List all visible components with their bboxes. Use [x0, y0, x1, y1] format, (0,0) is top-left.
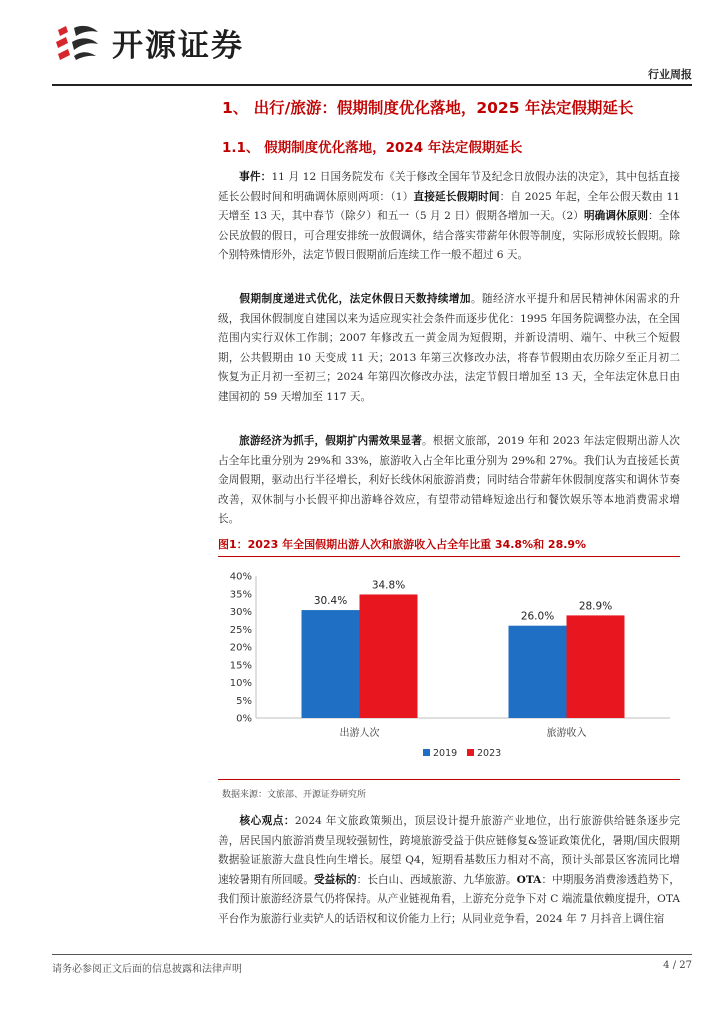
bar-2023: [567, 615, 625, 718]
y-tick-label: 10%: [229, 678, 252, 689]
bold-lead: 假期制度递进式优化，法定休假日天数持续增加: [239, 293, 471, 305]
x-tick-label: 出游人次: [339, 728, 380, 739]
subsection-heading: 1.1、 假期制度优化落地，2024 年法定假期延长: [222, 140, 523, 156]
report-type-label: 行业周报: [648, 68, 692, 81]
bar-2019: [302, 610, 360, 718]
data-label: 30.4%: [313, 595, 348, 608]
bold-lead: 事件：: [239, 171, 272, 183]
bar-chart: [218, 562, 680, 772]
bold-lead: 核心观点：: [239, 815, 295, 827]
chart-container: [218, 562, 680, 772]
paragraph-core-view: 核心观点：2024 年文旅政策频出，顶层设计提升旅游产业地位，出行旅游供给链条逐步完善，居民国内旅游消费呈现较强韧性，跨境旅游受益于供应链修复&签证政策优化，暑期/国庆假期数据验证旅游大盘良性向生增长。展望 Q4，短期看基数压力相对不高，预计头部景区客流同比增速较暑期有所回暖。受益标的：长白山、西域旅游、九华旅游。OTA：中期服务消费渗透趋势下，我们预计旅游经济景气仍将保持。从产业链视角看，上游充分竞争下对 C 端流量依赖度提升，OTA 平台作为旅游行业卖铲人的话语权和议价能力上行；从同业竞争看，2024 年 7 月抖音上调住宿: [218, 815, 681, 925]
legend-label: 2023: [477, 748, 502, 759]
y-tick-label: 0%: [236, 713, 252, 725]
brand-logo: [52, 20, 244, 64]
footer-divider: [52, 954, 692, 955]
legend-swatch-2019: [423, 749, 430, 756]
figure-divider: [218, 779, 680, 780]
footer-disclaimer: 请务必参阅正文后面的信息披露和法律声明: [52, 964, 242, 975]
bar-2023: [360, 594, 418, 718]
y-tick-label: 15%: [229, 660, 252, 672]
paragraph-tourism-economy: 旅游经济为抓手，假期扩内需效果显著。根据文旅部，2019 年和 2023 年法定假期出游人次占全年比重分别为 29%和 33%，旅游收入占全年比重分别为 29%和 27%。我们认为直接延长黄金周假期，驱动出行半径增长，利好长线休闲旅游消费；同时结合带薪年休假制度落实和调休节奏改善，双休制与小长假平抑出游峰谷效应，有望带动错峰短途出行和餐饮娱乐等本地消费需求增长。: [218, 435, 680, 525]
section-heading: 1、 出行/旅游：假期制度优化落地，2025 年法定假期延长: [222, 99, 634, 117]
y-tick-label: 35%: [229, 589, 252, 601]
paragraph-holiday-system: 假期制度递进式优化，法定休假日天数持续增加。随经济水平提升和居民精神休闲需求的升级，我国休假制度自建国以来为适应现实社会条件而逐步优化：1995 年国务院调整办法，在全国范围内实行双休工作制；2007 年修改五一黄金周为短假期，并新设清明、端午、中秋三个短假期，公共假期由 10 天变成 11 天；2013 年第三次修改办法，将春节假期由农历除夕至正月初二恢复为正月初一至初三；2024 年第四次修改办法，法定节假日增加至 13 天，全年法定休息日由建国初的 59 天增加至 117 天。: [218, 293, 681, 403]
y-tick-label: 25%: [229, 624, 252, 636]
bold-lead: 旅游经济为抓手，假期扩内需效果显著: [239, 435, 423, 447]
legend-label: 2019: [433, 748, 458, 759]
page-number: 4 / 27: [663, 960, 692, 971]
logo-mark-icon: [52, 22, 102, 62]
legend-swatch-2023: [467, 749, 474, 756]
header-divider: [52, 84, 692, 86]
y-tick-label: 40%: [229, 571, 252, 583]
y-tick-label: 30%: [229, 607, 252, 618]
bar-2019: [509, 626, 567, 718]
y-tick-label: 20%: [229, 642, 252, 654]
brand-name: 开源证券: [112, 27, 244, 64]
y-tick-label: 5%: [236, 695, 252, 707]
data-label: 34.8%: [371, 579, 406, 592]
x-tick-label: 旅游收入: [546, 728, 587, 739]
data-label: 28.9%: [578, 600, 613, 613]
figure-caption: 图1：2023 年全国假期出游人次和旅游收入占全年比重 34.8%和 28.9%: [218, 536, 680, 557]
paragraph-event: 事件：11 月 12 日国务院发布《关于修改全国年节及纪念日放假办法的决定》，其中包括直接延长公假时间和明确调休原则两项：（1）直接延长假期时间：自 2025 年起，全年公假天数由 11 天增至 13 天，其中春节（除夕）和五一（5 月 2 日）假期各增加一天。（2）明确调休原则：全体公民放假的假日，可合理安排统一放假调休，结合落实带薪年休假等制度，实际形成较长假期。除个别特殊情形外，法定节假日假期前后连续工作一般不超过 6 天。: [218, 171, 681, 261]
figure-source: 数据来源：文旅部、开源证券研究所: [222, 790, 367, 800]
data-label: 26.0%: [520, 610, 555, 623]
